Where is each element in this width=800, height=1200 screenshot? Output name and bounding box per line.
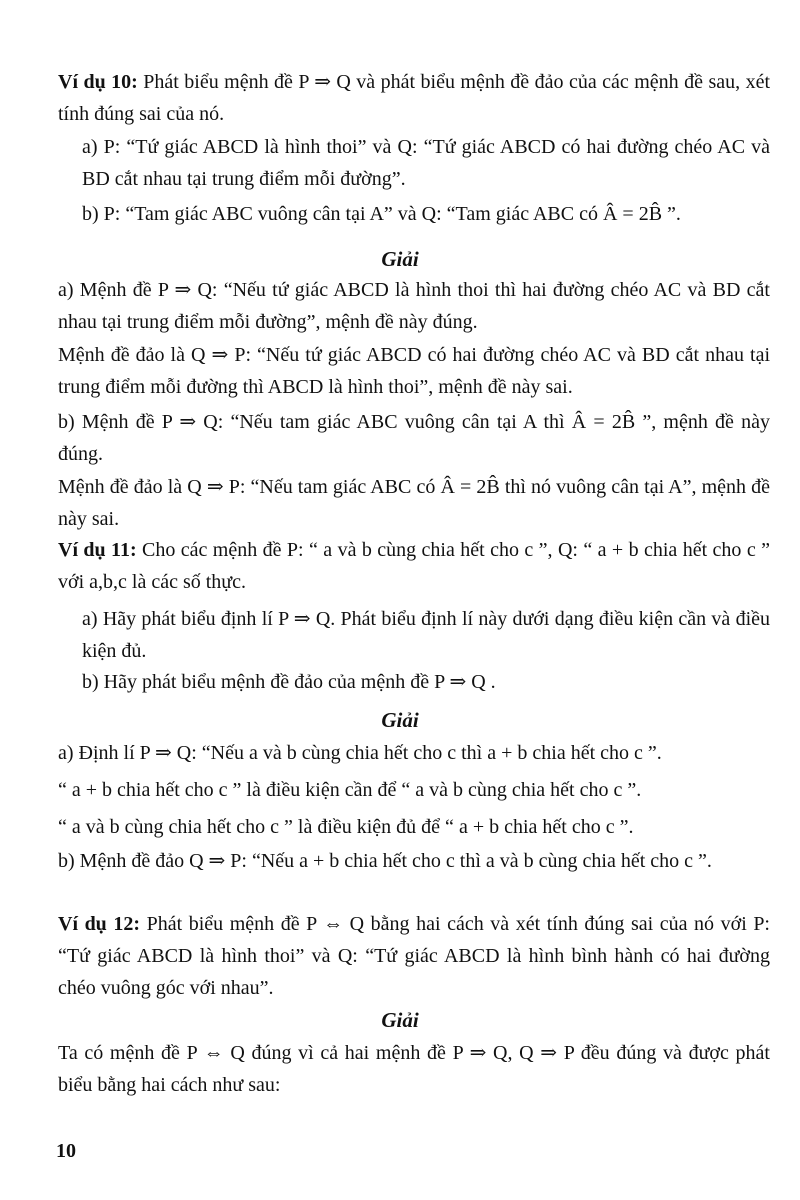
- solution-10-b-implication: b) Mệnh đề P ⇒ Q: “Nếu tam giác ABC vuông cân tại A thì Â = 2B̂ ”, mệnh đề này đúng.: [58, 411, 770, 465]
- example-12-statement: [58, 908, 770, 1004]
- solution-11-a-theorem: a) Định lí P ⇒ Q: “Nếu a và b cùng chia hết cho c thì a + b chia hết cho c ”.: [58, 742, 662, 764]
- example-10-label: Ví dụ 10:: [58, 71, 138, 93]
- example-11-part-b: b) Hãy phát biểu mệnh đề đảo của mệnh đề P ⇒ Q .: [82, 671, 496, 693]
- example-10-part-a: a) P: “Tứ giác ABCD là hình thoi” và Q: “Tứ giác ABCD có hai đường chéo AC và BD cắt nhau tại trung điểm mỗi đường”.: [82, 136, 770, 190]
- solution-10-a-implication: a) Mệnh đề P ⇒ Q: “Nếu tứ giác ABCD là hình thoi thì hai đường chéo AC và BD cắt nhau tại trung điểm mỗi đường”, mệnh đề này đúng.: [58, 279, 770, 333]
- solution-11-necessary-condition: “ a + b chia hết cho c ” là điều kiện cần để “ a và b cùng chia hết cho c ”.: [58, 779, 642, 801]
- example-12-label: Ví dụ 12:: [58, 913, 141, 935]
- solution-11-b-converse: b) Mệnh đề đảo Q ⇒ P: “Nếu a + b chia hết cho c thì a và b cùng chia hết cho c ”.: [58, 850, 712, 872]
- solution-heading-3: Giải: [381, 1008, 419, 1032]
- example-11-text: Cho các mệnh đề P: “ a và b cùng chia hết cho c ”, Q: “ a + b chia hết cho c ” với a,b,c là các số thực.: [58, 539, 770, 593]
- solution-10-b-converse: Mệnh đề đảo là Q ⇒ P: “Nếu tam giác ABC có Â = 2B̂ thì nó vuông cân tại A”, mệnh đề này sai.: [58, 476, 770, 530]
- solution-11-sufficient-condition: “ a và b cùng chia hết cho c ” là điều kiện đủ để “ a + b chia hết cho c ”.: [58, 816, 634, 838]
- solution-12-text: Ta có mệnh đề P ⇔ Q đúng vì cả hai mệnh đề P ⇒ Q, Q ⇒ P đều đúng và được phát biểu bằng hai cách như sau:: [58, 1042, 770, 1096]
- example-11-statement: [58, 534, 770, 598]
- example-11-label: Ví dụ 11:: [58, 539, 137, 561]
- example-10-part-b: b) P: “Tam giác ABC vuông cân tại A” và Q: “Tam giác ABC có Â = 2B̂ ”.: [82, 203, 681, 225]
- example-10-text: Phát biểu mệnh đề P ⇒ Q và phát biểu mệnh đề đảo của các mệnh đề sau, xét tính đúng sai của nó.: [58, 71, 770, 125]
- example-11-part-a: a) Hãy phát biểu định lí P ⇒ Q. Phát biểu định lí này dưới dạng điều kiện cần và điều kiện đủ.: [82, 608, 770, 662]
- solution-10-a-converse: Mệnh đề đảo là Q ⇒ P: “Nếu tứ giác ABCD có hai đường chéo AC và BD cắt nhau tại trung điểm mỗi đường thì ABCD là hình thoi”, mệnh đề này sai.: [58, 344, 770, 398]
- example-10-statement: [58, 66, 770, 130]
- solution-heading-1: Giải: [381, 247, 419, 271]
- example-12-text: Phát biểu mệnh đề P ⇔ Q bằng hai cách và xét tính đúng sai của nó với P: “Tứ giác ABCD là hình thoi” và Q: “Tứ giác ABCD là hình bình hành có hai đường chéo vuông góc với nhau”.: [58, 913, 770, 999]
- page-number: 10: [56, 1140, 76, 1162]
- solution-heading-2: Giải: [381, 708, 419, 732]
